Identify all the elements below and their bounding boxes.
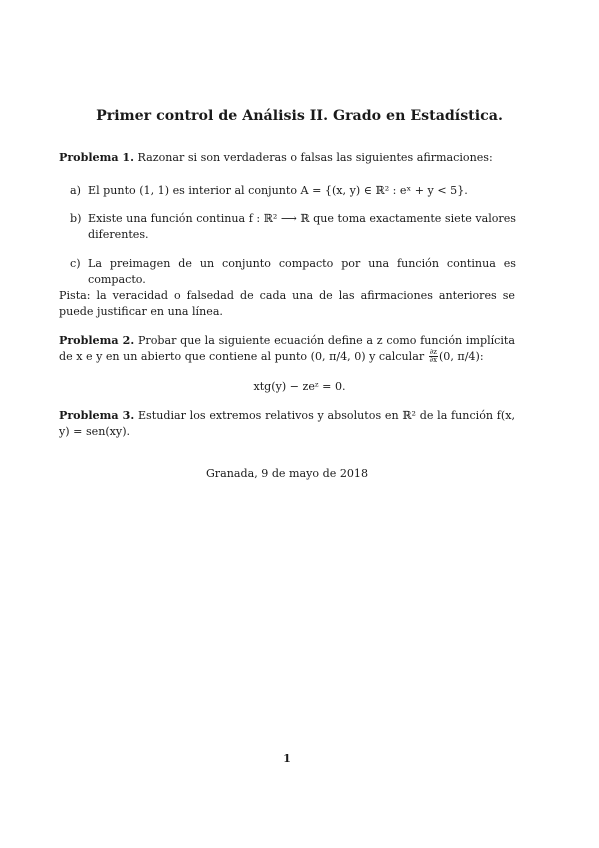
- fraction-denominator: ∂x: [429, 356, 438, 365]
- exam-title: Primer control de Análisis II. Grado en Estadística.: [96, 108, 503, 124]
- problem-1-item-c: [70, 256, 516, 287]
- item-b-label: b): [70, 212, 82, 225]
- item-c-label: c): [70, 257, 81, 270]
- item-a-label: a): [70, 184, 81, 197]
- problem-2-equation: xtg(y) − zeᶻ = 0.: [253, 380, 346, 393]
- item-c-text: La preimagen de un conjunto compacto por una función continua es compacto.: [88, 257, 516, 286]
- problem-3-text: Estudiar los extremos relativos y absolutos en ℝ² de la función f(x, y) = sen(xy).: [59, 409, 515, 438]
- problem-1-heading: Problema 1.: [59, 151, 134, 164]
- problem-2-heading: Problema 2.: [59, 334, 135, 347]
- problem-1-hint: Pista: la veracidad o falsedad de cada una de las afirmaciones anteriores se puede justificar en una línea.: [59, 289, 515, 318]
- problem-1-statement: Razonar si son verdaderas o falsas las siguientes afirmaciones:: [137, 151, 493, 164]
- item-b-text: Existe una función continua f : ℝ² ⟶ ℝ que toma exactamente siete valores diferentes.: [88, 212, 516, 241]
- exam-date: Granada, 9 de mayo de 2018: [205, 467, 369, 480]
- problem-1-item-a: [70, 183, 516, 199]
- problem-3-heading: Problema 3.: [59, 409, 135, 422]
- problem-2-text-end: (0, π/4):: [438, 349, 484, 363]
- problem-1-intro: [59, 150, 515, 166]
- problem-1-item-b: [70, 211, 516, 242]
- problem-3: [59, 408, 515, 439]
- fraction-numerator: ∂z: [429, 348, 437, 357]
- problem-2: [59, 333, 515, 364]
- problem-2-text: Probar que la siguiente ecuación define a z como función implícita de x e y en un abierto que contiene al punto (0, π/4, 0) y calcular: [59, 334, 515, 363]
- item-a-text: El punto (1, 1) es interior al conjunto A = {(x, y) ∈ ℝ² : eˣ + y < 5}.: [88, 184, 468, 197]
- page-number: 1: [283, 752, 291, 765]
- partial-derivative-fraction: [429, 349, 438, 364]
